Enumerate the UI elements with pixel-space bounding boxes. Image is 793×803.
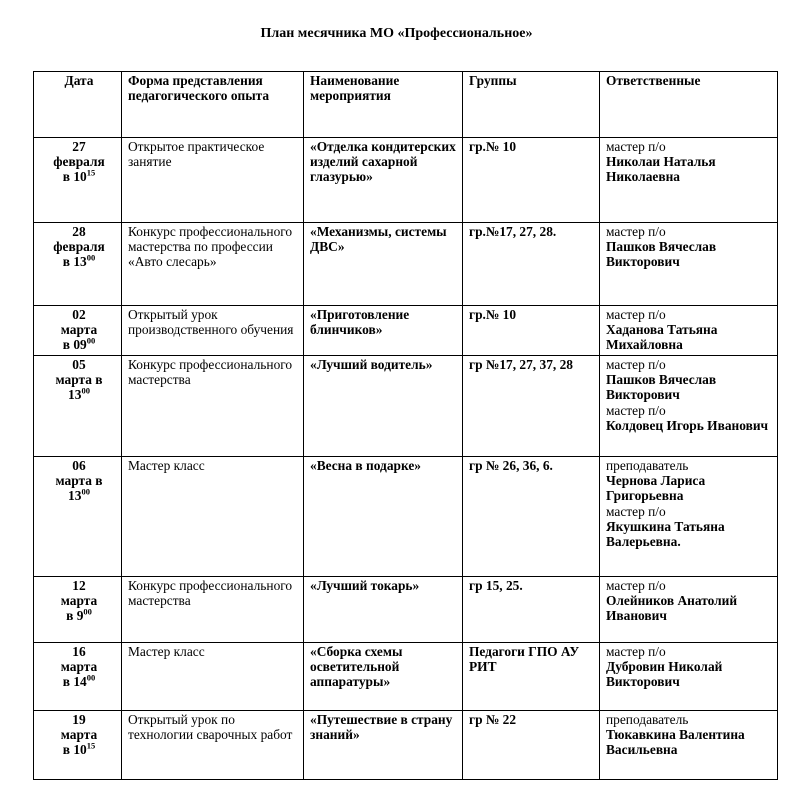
time-hours: в 10: [62, 169, 87, 185]
date-time: [40, 742, 118, 757]
table-row: [34, 223, 778, 306]
time-minutes: 15: [86, 740, 96, 751]
cell-form: Конкурс профессионального мастерства по профессии «Авто слесарь»: [122, 223, 304, 306]
date-day: 19: [72, 712, 86, 727]
time-hours: в 9: [66, 608, 84, 624]
table-row: [34, 138, 778, 223]
time-hours: в 14: [62, 674, 87, 690]
cell-responsible: [600, 223, 778, 306]
date-month: марта в: [55, 473, 103, 489]
date-month: марта: [60, 593, 98, 609]
cell-date: [34, 306, 122, 356]
cell-event-name: «Лучший водитель»: [304, 356, 463, 457]
cell-form: Конкурс профессионального мастерства: [122, 577, 304, 643]
cell-responsible: [600, 138, 778, 223]
cell-groups: Педагоги ГПО АУ РИТ: [463, 643, 600, 711]
date-day: 12: [72, 578, 86, 593]
date-day: 16: [72, 644, 86, 659]
cell-responsible: [600, 306, 778, 356]
responsible-role: мастер п/о: [606, 503, 666, 519]
time-minutes: 00: [81, 486, 90, 497]
cell-responsible: [600, 711, 778, 780]
cell-groups: гр.№ 10: [463, 138, 600, 223]
time-minutes: 00: [83, 606, 92, 617]
time-hours: в 13: [62, 254, 87, 270]
responsible-person: Николаи Наталья Николаевна: [606, 154, 716, 185]
date-month: февраля: [53, 239, 105, 255]
time-hours: в 09: [62, 337, 87, 353]
cell-responsible: [600, 457, 778, 577]
time-minutes: 00: [86, 335, 96, 346]
date-month: марта: [60, 322, 98, 338]
date-month: марта в: [55, 372, 103, 388]
cell-date: [34, 356, 122, 457]
responsible-role: мастер п/о: [606, 644, 666, 659]
date-time: [40, 169, 118, 184]
header-name: Наименование мероприятия: [304, 72, 463, 138]
time-hours: в 10: [62, 742, 87, 758]
responsible-person: Дубровин Николай Викторович: [606, 659, 723, 690]
cell-date: [34, 457, 122, 577]
cell-date: [34, 138, 122, 223]
date-day: 02: [72, 307, 86, 322]
responsible-person: Хаданова Татьяна Михайловна: [606, 322, 718, 353]
responsible-person: Пашков Вячеслав Викторович: [606, 372, 717, 403]
cell-event-name: «Отделка кондитерских изделий сахарной глазурью»: [304, 138, 463, 223]
date-time: [40, 674, 118, 689]
events-table: [33, 71, 778, 780]
cell-date: [34, 711, 122, 780]
table-row: [34, 711, 778, 780]
cell-event-name: «Механизмы, системы ДВС»: [304, 223, 463, 306]
cell-event-name: «Приготовление блинчиков»: [304, 306, 463, 356]
cell-groups: гр №17, 27, 37, 28: [463, 356, 600, 457]
responsible-role: мастер п/о: [606, 139, 666, 154]
responsible-person: Тюкавкина Валентина Васильевна: [606, 727, 745, 758]
cell-groups: гр.№ 10: [463, 306, 600, 356]
cell-groups: гр № 22: [463, 711, 600, 780]
table-row: [34, 457, 778, 577]
header-responsible: Ответственные: [600, 72, 778, 138]
responsible-role: преподаватель: [606, 712, 689, 727]
table-row: [34, 356, 778, 457]
date-time: [40, 387, 118, 402]
date-month: марта: [60, 727, 98, 743]
cell-form: Открытый урок по технологии сварочных работ: [122, 711, 304, 780]
responsible-role: преподаватель: [606, 458, 689, 473]
date-day: 06: [72, 458, 86, 473]
cell-groups: гр 15, 25.: [463, 577, 600, 643]
responsible-role: мастер п/о: [606, 402, 666, 418]
time-minutes: 15: [86, 167, 96, 178]
date-time: [40, 254, 118, 269]
cell-form: Мастер класс: [122, 643, 304, 711]
header-groups: Группы: [463, 72, 600, 138]
date-day: 27: [72, 139, 86, 154]
cell-responsible: [600, 356, 778, 457]
responsible-person: Чернова Лариса Григорьевна: [606, 473, 706, 504]
time-minutes: 00: [86, 252, 96, 263]
cell-event-name: «Сборка схемы осветительной аппаратуры»: [304, 643, 463, 711]
time-hours: 13: [68, 387, 82, 403]
date-time: [40, 337, 118, 352]
responsible-role: мастер п/о: [606, 224, 666, 239]
table-row: [34, 577, 778, 643]
responsible-person: Олейников Анатолий Иванович: [606, 593, 738, 624]
table-row: [34, 643, 778, 711]
cell-responsible: [600, 643, 778, 711]
date-day: 28: [72, 224, 86, 239]
page-title: План месячника МО «Профессиональное»: [260, 26, 533, 41]
table-header-row: [34, 72, 778, 138]
cell-groups: гр.№17, 27, 28.: [463, 223, 600, 306]
cell-form: Открытое практическое занятие: [122, 138, 304, 223]
responsible-role: мастер п/о: [606, 578, 666, 593]
cell-form: Мастер класс: [122, 457, 304, 577]
cell-form: Конкурс профессионального мастерства: [122, 356, 304, 457]
cell-responsible: [600, 577, 778, 643]
time-minutes: 00: [81, 385, 90, 396]
responsible-role: мастер п/о: [606, 307, 666, 322]
cell-event-name: «Лучший токарь»: [304, 577, 463, 643]
cell-date: [34, 223, 122, 306]
table-body: [34, 138, 778, 780]
responsible-person: Пашков Вячеслав Викторович: [606, 239, 717, 270]
cell-event-name: «Весна в подарке»: [304, 457, 463, 577]
header-form: Форма представления педагогического опыта: [122, 72, 304, 138]
cell-date: [34, 577, 122, 643]
responsible-person: Колдовец Игорь Иванович: [606, 417, 769, 433]
time-minutes: 00: [86, 672, 96, 683]
cell-event-name: «Путешествие в страну знаний»: [304, 711, 463, 780]
time-hours: 13: [68, 488, 82, 504]
date-time: [40, 488, 118, 503]
responsible-person: Якушкина Татьяна Валерьевна.: [606, 518, 725, 550]
date-month: февраля: [53, 154, 105, 170]
cell-groups: гр № 26, 36, 6.: [463, 457, 600, 577]
header-date: Дата: [34, 72, 122, 138]
cell-form: Открытый урок производственного обучения: [122, 306, 304, 356]
cell-date: [34, 643, 122, 711]
responsible-role: мастер п/о: [606, 357, 666, 372]
date-month: марта: [60, 659, 98, 675]
table-row: [34, 306, 778, 356]
date-time: [40, 608, 118, 623]
date-day: 05: [72, 357, 86, 372]
